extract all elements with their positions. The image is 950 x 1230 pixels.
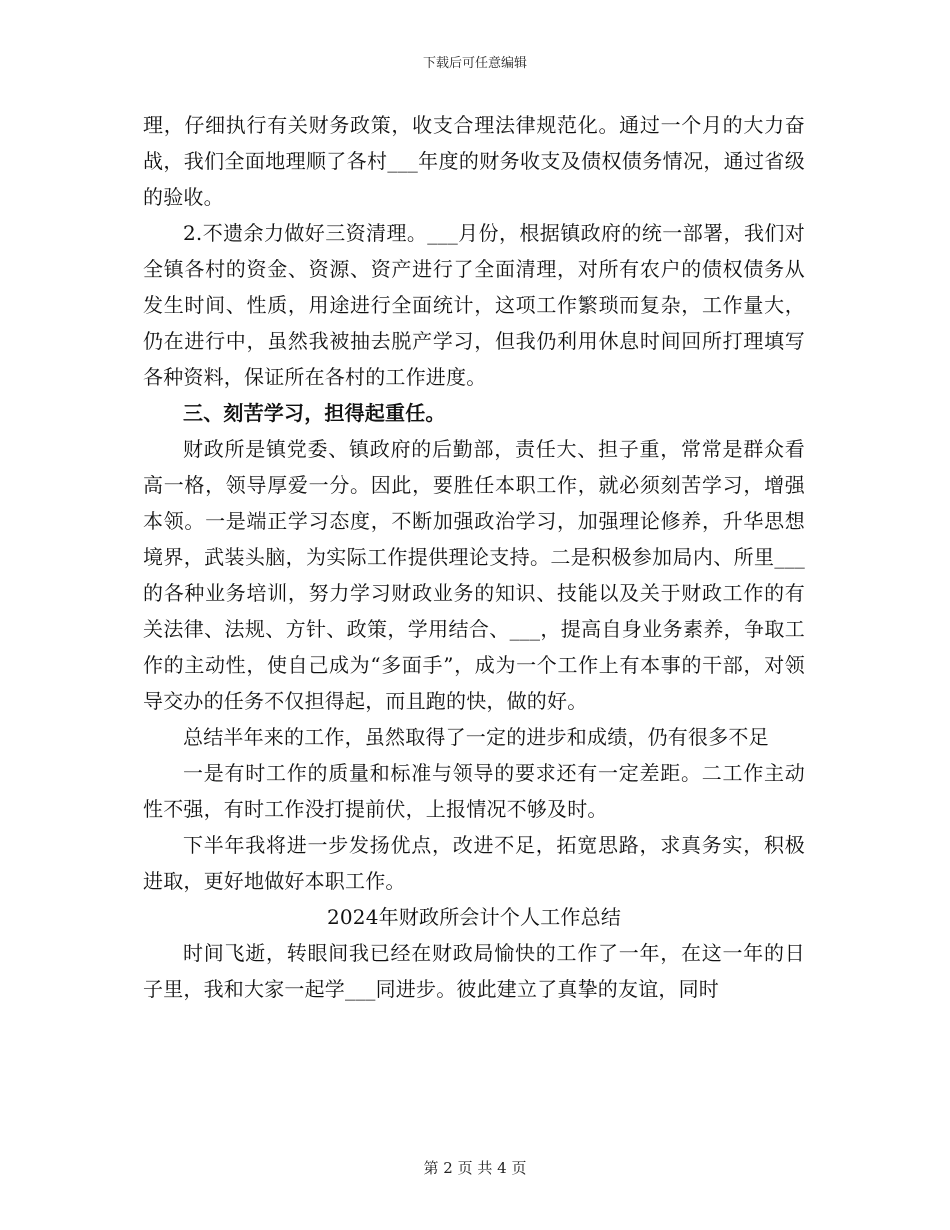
document-title: 2024年财政所会计个人工作总结 — [326, 905, 622, 929]
section-heading-study: 三、刻苦学习，担得起重任。 — [183, 401, 446, 425]
document-body — [143, 107, 805, 1007]
paragraph-three-assets: 2.不遗余力做好三资清理。___月份，根据镇政府的统一部署，我们对全镇各村的资金、资源、资产进行了全面清理，对所有农户的债权债务从发生时间、性质，用途进行全面统计，这项工作繁琐而复杂，工作量大，仍在进行中，虽然我被抽去脱产学习，但我仍利用休息时间回所打理填写各种资料，保证所在各村的工作进度。 — [143, 221, 805, 389]
paragraph-summary: 总结半年来的工作，虽然取得了一定的进步和成绩，仍有很多不足 — [183, 725, 769, 749]
paragraph-plan: 下半年我将进一步发扬优点，改进不足，拓宽思路，求真务实，积极进取，更好地做好本职工作。 — [143, 833, 805, 893]
paragraph-study: 财政所是镇党委、镇政府的后勤部，责任大、担子重，常常是群众看高一格，领导厚爱一分。因此，要胜任本职工作，就必须刻苦学习，增强本领。一是端正学习态度，不断加强政治学习，加强理论修养，升华思想境界，武装头脑，为实际工作提供理论支持。二是积极参加局内、所里___的各种业务培训，努力学习财政业务的知识、技能以及关于财政工作的有关法律、法规、方针、政策，学用结合、___，提高自身业务素养，争取工作的主动性，使自己成为“多面手”，成为一个工作上有本事的干部，对领导交办的任务不仅担得起，而且跑的快，做的好。 — [143, 437, 805, 713]
paragraph-intro: 时间飞逝，转眼间我已经在财政局愉快的工作了一年，在这一年的日子里，我和大家一起学___同进步。彼此建立了真挚的友谊，同时 — [143, 941, 805, 1001]
page-footer: 第 2 页 共 4 页 — [423, 1159, 527, 1177]
page-header: 下载后可任意编辑 — [422, 56, 527, 71]
paragraph-shortcomings: 一是有时工作的质量和标准与领导的要求还有一定差距。二工作主动性不强，有时工作没打提前伏，上报情况不够及时。 — [143, 761, 805, 821]
paragraph-continued: 理，仔细执行有关财务政策，收支合理法律规范化。通过一个月的大力奋战，我们全面地理顺了各村___年度的财务收支及债权债务情况，通过省级的验收。 — [143, 113, 805, 209]
